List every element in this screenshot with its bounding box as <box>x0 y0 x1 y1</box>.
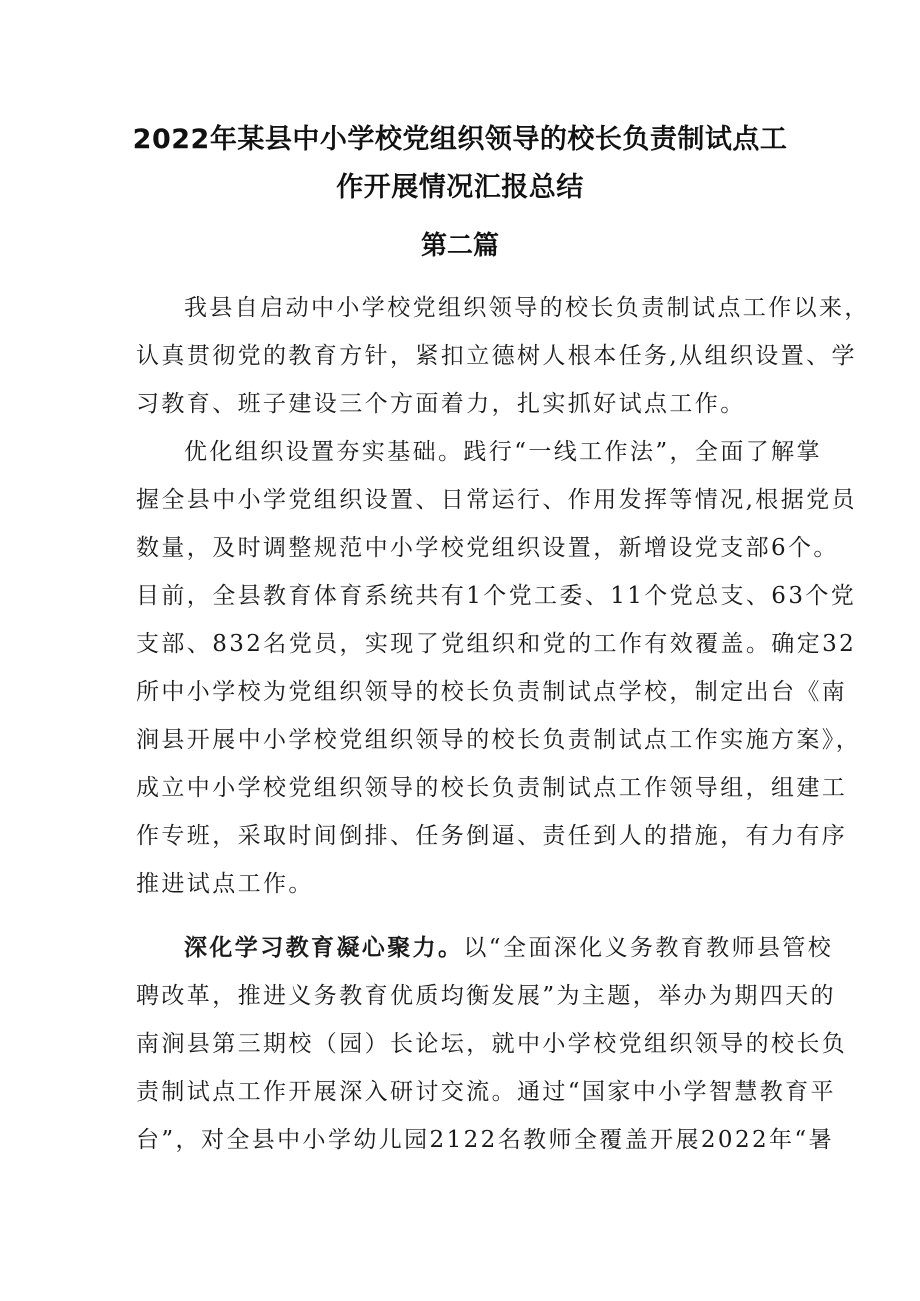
document-subtitle: 第二篇 <box>420 231 499 261</box>
document-title-line-1: 2022年某县中小学校党组织领导的校长负责制试点工 <box>132 124 788 155</box>
paragraph-2-line-3: 数量，及时调整规范中小学校党组织设置，新增设党支部6个。 <box>136 535 839 561</box>
paragraph-3-line-1 <box>184 933 834 963</box>
paragraph-2-line-8: 成立中小学校党组织领导的校长负责制试点工作领导组，组建工 <box>136 775 848 801</box>
document-title-line-2: 作开展情况汇报总结 <box>336 172 584 203</box>
paragraph-2-line-6: 所中小学校为党组织领导的校长负责制试点学校，制定出台《南 <box>136 679 848 705</box>
paragraph-1-line-1: 我县自启动中小学校党组织领导的校长负责制试点工作以来， <box>184 295 870 321</box>
paragraph-3-line-3: 南涧县第三期校（园）长论坛，就中小学校党组织领导的校长负 <box>136 1031 848 1057</box>
paragraph-3-line-4: 责制试点工作开展深入研讨交流。通过“国家中小学智慧教育平 <box>136 1079 836 1105</box>
paragraph-3-line-5: 台”，对全县中小学幼儿园2122名教师全覆盖开展2022年“暑 <box>136 1127 834 1153</box>
paragraph-2-line-1: 优化组织设置夯实基础。践行“一线工作法”，全面了解掌 <box>184 439 822 465</box>
paragraph-1-line-3: 习教育、班子建设三个方面着力，扎实抓好试点工作。 <box>136 391 746 417</box>
paragraph-3-line-2: 聘改革，推进义务教育优质均衡发展”为主题，举办为期四天的 <box>136 983 836 1009</box>
paragraph-3-line-1-text: 以“全面深化义务教育教师县管校 <box>463 935 834 961</box>
paragraph-2-line-5: 支部、832名党员，实现了党组织和党的工作有效覆盖。确定32 <box>136 631 857 657</box>
paragraph-2-line-4: 目前，全县教育体育系统共有1个党工委、11个党总支、63个党 <box>136 583 857 609</box>
paragraph-2-line-9: 作专班，采取时间倒排、任务倒逼、责任到人的措施，有力有序 <box>136 823 848 849</box>
paragraph-2-line-7: 涧县开展中小学校党组织领导的校长负责制试点工作实施方案》， <box>136 727 862 753</box>
paragraph-2-line-10: 推进试点工作。 <box>136 871 314 897</box>
paragraph-3-bold-heading: 深化学习教育凝心聚力。 <box>184 935 464 961</box>
paragraph-2-line-2: 握全县中小学党组织设置、日常运行、作用发挥等情况,根据党员 <box>136 487 857 513</box>
paragraph-1-line-2: 认真贯彻党的教育方针，紧扣立德树人根本任务,从组织设置、学 <box>136 343 857 369</box>
